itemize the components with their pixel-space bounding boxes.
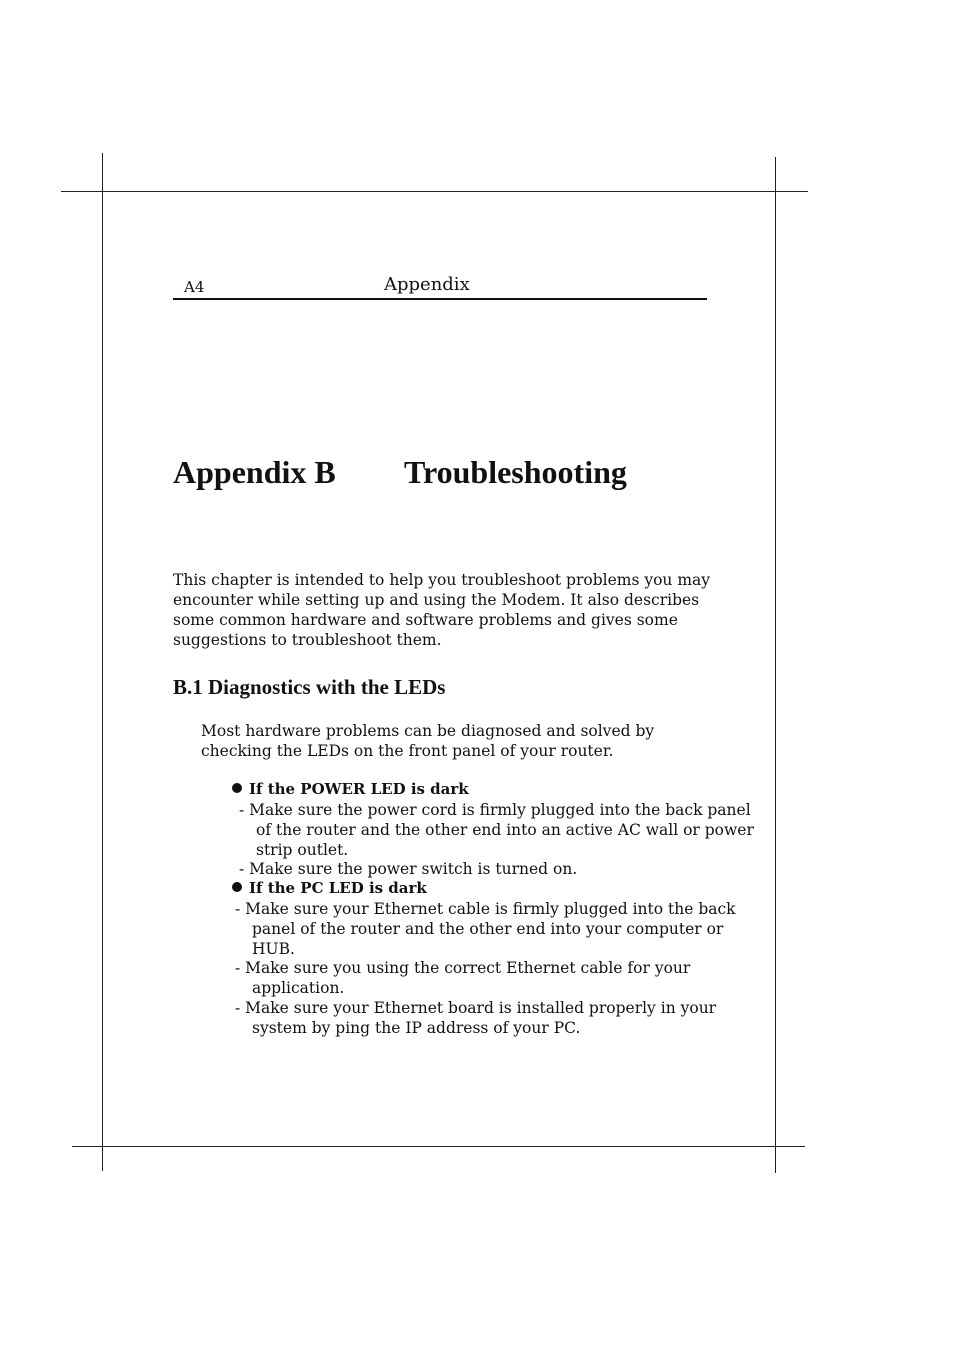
power-led-item-1: - Make sure the power cord is firmly plugged into the back panel of the router and the other end into an active AC wall or power strip outlet. [239,801,754,859]
pc-led-item-3: - Make sure your Ethernet board is installed properly in your system by ping the IP address of your PC. [235,999,717,1037]
running-title: Appendix [384,274,470,295]
chapter-title-text: Troubleshooting [404,454,627,490]
header-rule [173,298,707,300]
bullet-icon [232,783,242,793]
intro-paragraph: This chapter is intended to help you troubleshoot problems you may encounter while setting up and using the Modem. It also describes some common hardware and software problems and gives some suggestions to troubleshoot them. [173,571,711,649]
power-led-item-2: - Make sure the power switch is turned on. [239,860,578,878]
bullet-icon [232,882,242,892]
power-led-heading: If the POWER LED is dark [232,780,469,798]
crop-mark-left-line [102,153,103,1171]
chapter-title [173,454,627,491]
pc-led-item-1: - Make sure your Ethernet cable is firmly plugged into the back panel of the router and the other end into your computer or HUB. [235,900,736,958]
section-title: B.1 Diagnostics with the LEDs [173,675,446,699]
pc-led-heading: If the PC LED is dark [232,879,427,897]
page-number: A4 [184,278,205,296]
pc-led-item-2: - Make sure you using the correct Ethernet cable for your application. [235,959,691,997]
crop-mark-bottom-line [72,1146,805,1147]
crop-mark-right-line [775,157,776,1173]
section-intro-paragraph: Most hardware problems can be diagnosed and solved by checking the LEDs on the front panel of your router. [201,722,655,760]
crop-mark-top-line [61,191,808,192]
chapter-number-label: Appendix B [173,454,336,490]
